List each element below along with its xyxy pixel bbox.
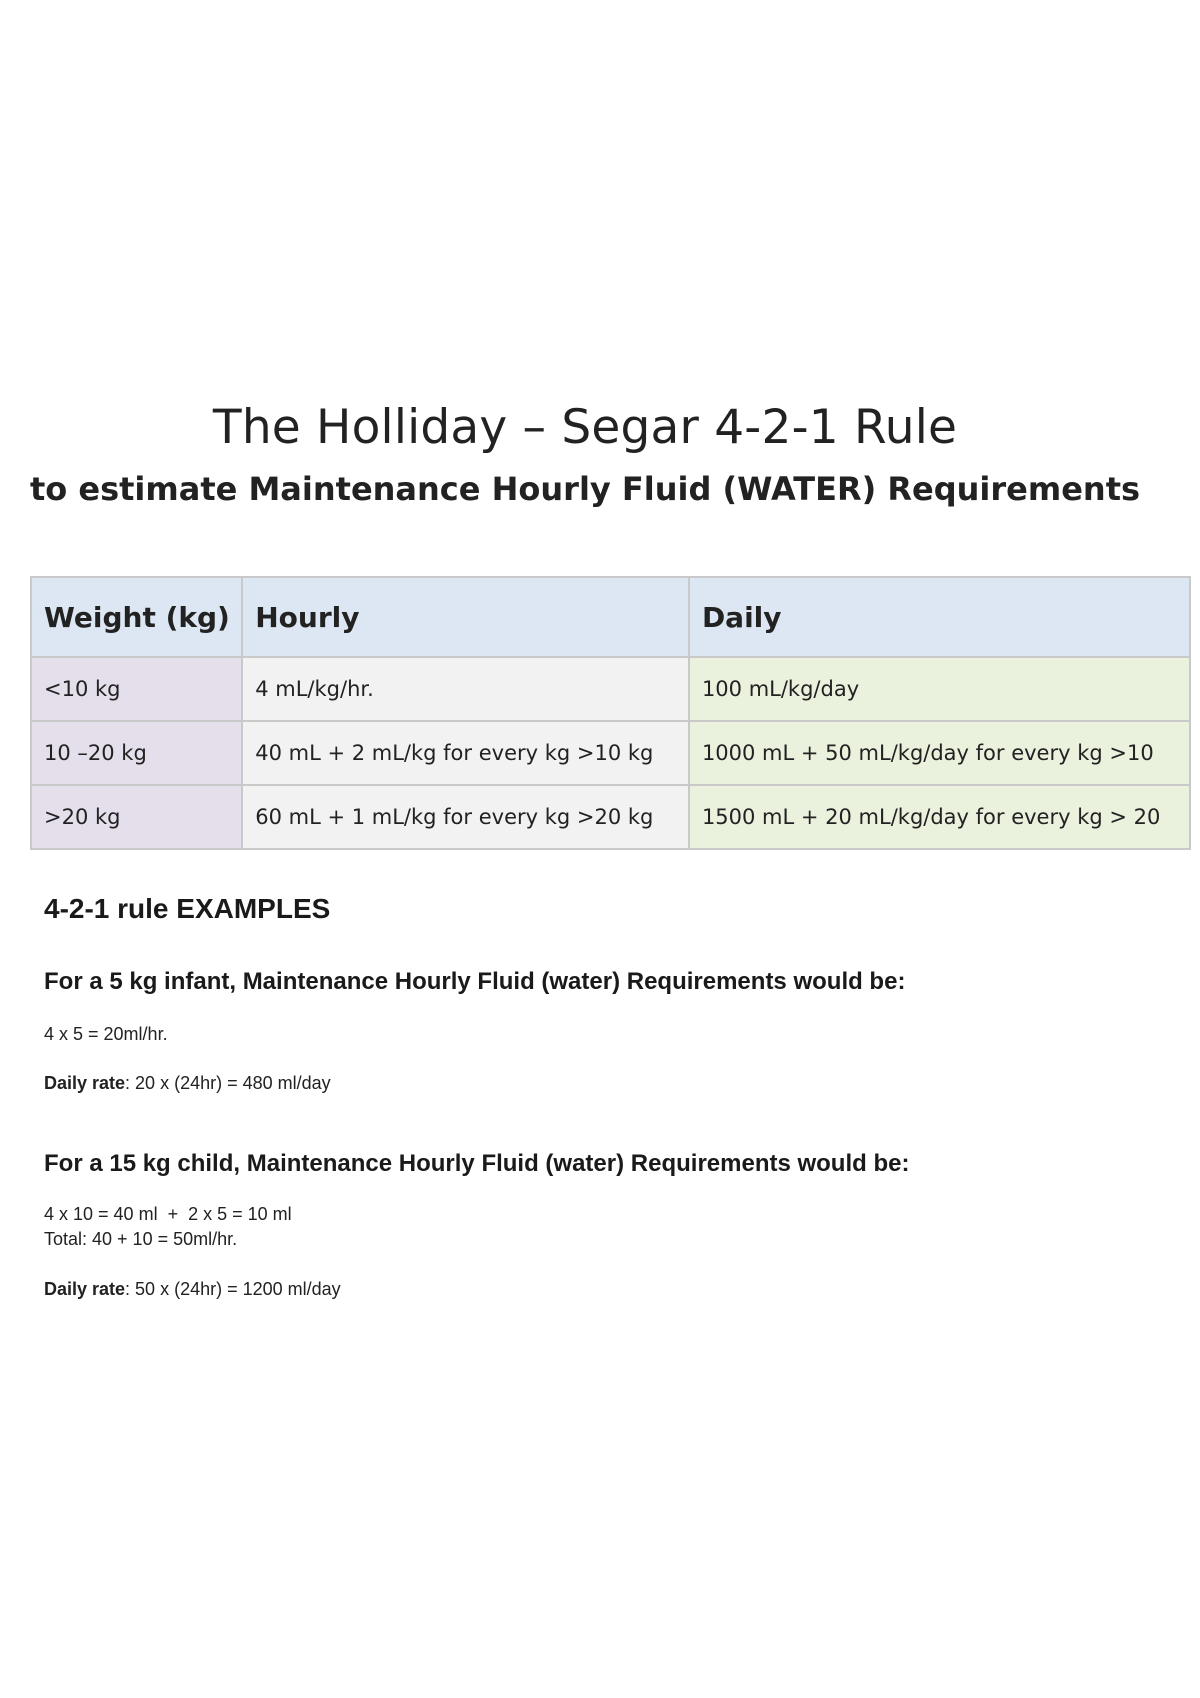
table-row: [31, 785, 1190, 849]
daily-rate-value: : 20 x (24hr) = 480 ml/day: [125, 1073, 331, 1093]
example-daily-rate: [44, 1073, 331, 1094]
page-title: The Holliday – Segar 4-2-1 Rule: [212, 400, 958, 455]
table-row: [31, 657, 1190, 721]
cell-weight: >20 kg: [31, 785, 242, 849]
example-daily-rate: [44, 1279, 341, 1300]
header-hourly: Hourly: [242, 577, 689, 657]
cell-hourly: 40 mL + 2 mL/kg for every kg >10 kg: [242, 721, 689, 785]
cell-hourly: 4 mL/kg/hr.: [242, 657, 689, 721]
cell-daily: 1500 mL + 20 mL/kg/day for every kg > 20: [689, 785, 1190, 849]
rule-table: [30, 576, 1191, 850]
daily-rate-label: Daily rate: [44, 1073, 126, 1093]
example-calculation: 4 x 10 = 40 ml + 2 x 5 = 10 ml: [44, 1204, 292, 1224]
header-daily: Daily: [689, 577, 1190, 657]
example-title: For a 5 kg infant, Maintenance Hourly Fluid (water) Requirements would be:: [44, 968, 906, 995]
cell-daily: 100 mL/kg/day: [689, 657, 1190, 721]
example-title: For a 15 kg child, Maintenance Hourly Fluid (water) Requirements would be:: [44, 1150, 910, 1177]
daily-rate-label: Daily rate: [44, 1279, 126, 1299]
cell-weight: 10 –20 kg: [31, 721, 242, 785]
example-calculation: 4 x 5 = 20ml/hr.: [44, 1024, 168, 1044]
page-subtitle: to estimate Maintenance Hourly Fluid (WATER) Requirements: [29, 470, 1141, 508]
cell-daily: 1000 mL + 50 mL/kg/day for every kg >10: [689, 721, 1190, 785]
table-header-row: [31, 577, 1190, 657]
header-weight: Weight (kg): [31, 577, 242, 657]
cell-weight: <10 kg: [31, 657, 242, 721]
examples-heading: 4-2-1 rule EXAMPLES: [44, 893, 331, 924]
example-total: Total: 40 + 10 = 50ml/hr.: [44, 1229, 238, 1249]
cell-hourly: 60 mL + 1 mL/kg for every kg >20 kg: [242, 785, 689, 849]
table-row: [31, 721, 1190, 785]
daily-rate-value: : 50 x (24hr) = 1200 ml/day: [125, 1279, 341, 1299]
